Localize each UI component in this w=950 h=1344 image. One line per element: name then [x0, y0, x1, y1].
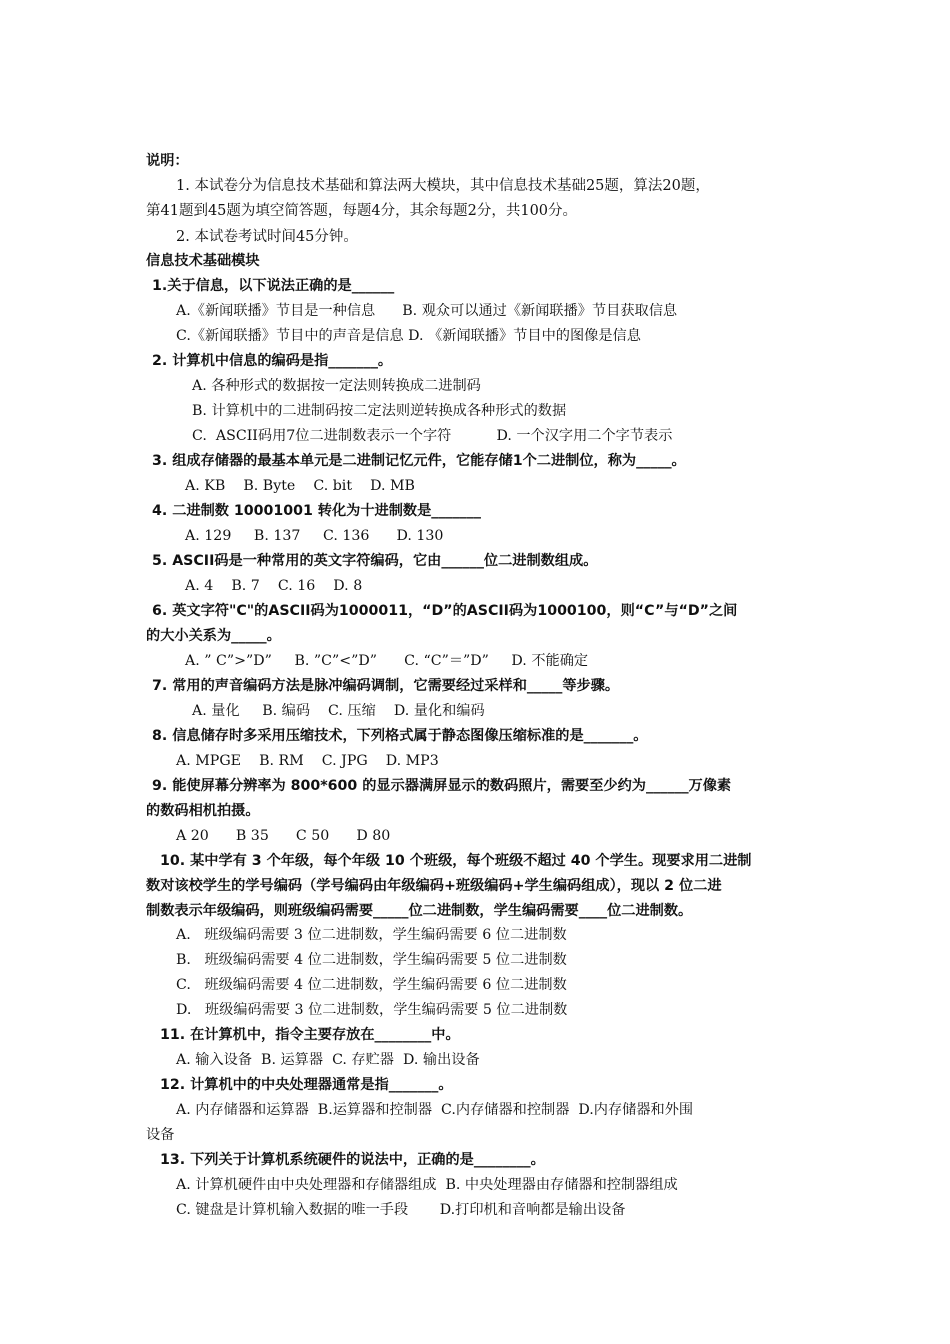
question-options: A. 计算机硬件由中央处理器和存储器组成 B. 中央处理器由存储器和控制器组成 [176, 1177, 678, 1193]
question-options: B. 计算机中的二进制码按二定法则逆转换成各种形式的数据 [192, 403, 567, 419]
question-options: A. 量化 B. 编码 C. 压缩 D. 量化和编码 [192, 703, 485, 719]
question-options: A.《新闻联播》节目是一种信息 B. 观众可以通过《新闻联播》节目获取信息 [176, 303, 678, 319]
question-options: A. 各种形式的数据按一定法则转换成二进制码 [192, 378, 481, 394]
question-options: A. 129 B. 137 C. 136 D. 130 [185, 528, 444, 544]
question-options: A. 班级编码需要 3 位二进制数，学生编码需要 6 位二进制数 [176, 927, 567, 943]
question-stem-continued: 制数表示年级编码，则班级编码需要_____位二进制数，学生编码需要____位二进制数。 [146, 903, 693, 919]
question-options: A. ” C”>”D” B. ”C”<”D” C. “C”＝”D” D. 不能确定 [185, 653, 589, 669]
question-options-continued: 设备 [146, 1127, 175, 1143]
question-options: A. KB B. Byte C. bit D. MB [185, 478, 415, 494]
question-stem: 6. 英文字符"C"的ASCII码为1000011，“D”的ASCII码为1000100，则“C”与“D”之间 [152, 603, 738, 619]
question-options: C. ASCII码用7位二进制数表示一个字符 D. 一个汉字用二个字节表示 [192, 428, 673, 444]
question-options: C. 键盘是计算机输入数据的唯一手段 D.打印机和音响都是输出设备 [176, 1202, 626, 1218]
question-options: D. 班级编码需要 3 位二进制数，学生编码需要 5 位二进制数 [176, 1002, 568, 1018]
intro-item-1-line-2: 第41题到45题为填空简答题，每题4分，其余每题2分，共100分。 [146, 203, 578, 219]
question-stem: 7. 常用的声音编码方法是脉冲编码调制，它需要经过采样和_____等步骤。 [152, 678, 620, 694]
question-stem: 3. 组成存储器的最基本单元是二进制记忆元件，它能存储1个二进制位，称为_____。 [152, 453, 686, 469]
question-stem-continued: 的数码相机拍摄。 [146, 803, 260, 819]
question-stem: 1.关于信息，以下说法正确的是______ [152, 278, 395, 294]
question-stem: 10. 某中学有 3 个年级，每个年级 10 个班级，每个班级不超过 40 个学生。现要求用二进制 [160, 853, 752, 869]
question-stem: 11. 在计算机中，指令主要存放在________中。 [160, 1027, 460, 1043]
question-options: A. 4 B. 7 C. 16 D. 8 [185, 578, 363, 594]
question-stem: 4. 二进制数 10001001 转化为十进制数是_______ [152, 503, 481, 519]
section-title: 信息技术基础模块 [146, 253, 260, 269]
question-options: C. 班级编码需要 4 位二进制数，学生编码需要 6 位二进制数 [176, 977, 567, 993]
question-options: A 20 B 35 C 50 D 80 [176, 828, 391, 844]
question-stem: 13. 下列关于计算机系统硬件的说法中，正确的是________。 [160, 1152, 545, 1168]
question-options: B. 班级编码需要 4 位二进制数，学生编码需要 5 位二进制数 [176, 952, 567, 968]
question-stem: 12. 计算机中的中央处理器通常是指_______。 [160, 1077, 453, 1093]
intro-item-2: 2. 本试卷考试时间45分钟。 [176, 229, 358, 245]
question-stem: 2. 计算机中信息的编码是指_______。 [152, 353, 393, 369]
question-options: C.《新闻联播》节目中的声音是信息 D. 《新闻联播》节目中的图像是信息 [176, 328, 641, 344]
intro-title: 说明： [146, 153, 189, 169]
question-stem-continued: 的大小关系为_____。 [146, 628, 281, 644]
question-stem: 9. 能使屏幕分辨率为 800*600 的显示器满屏显示的数码照片，需要至少约为______万像素 [152, 778, 732, 794]
question-options: A. MPGE B. RM C. JPG D. MP3 [176, 753, 439, 769]
intro-item-1-line-1: 1. 本试卷分为信息技术基础和算法两大模块，其中信息技术基础25题，算法20题， [176, 178, 710, 194]
question-options: A. 输入设备 B. 运算器 C. 存贮器 D. 输出设备 [176, 1052, 480, 1068]
question-options: A. 内存储器和运算器 B.运算器和控制器 C.内存储器和控制器 D.内存储器和外围 [176, 1102, 694, 1118]
question-stem: 5. ASCII码是一种常用的英文字符编码，它由______位二进制数组成。 [152, 553, 598, 569]
question-stem: 8. 信息储存时多采用压缩技术，下列格式属于静态图像压缩标准的是_______。 [152, 728, 648, 744]
question-stem-continued: 数对该校学生的学号编码（学号编码由年级编码+班级编码+学生编码组成），现以 2 位二进 [146, 878, 722, 894]
